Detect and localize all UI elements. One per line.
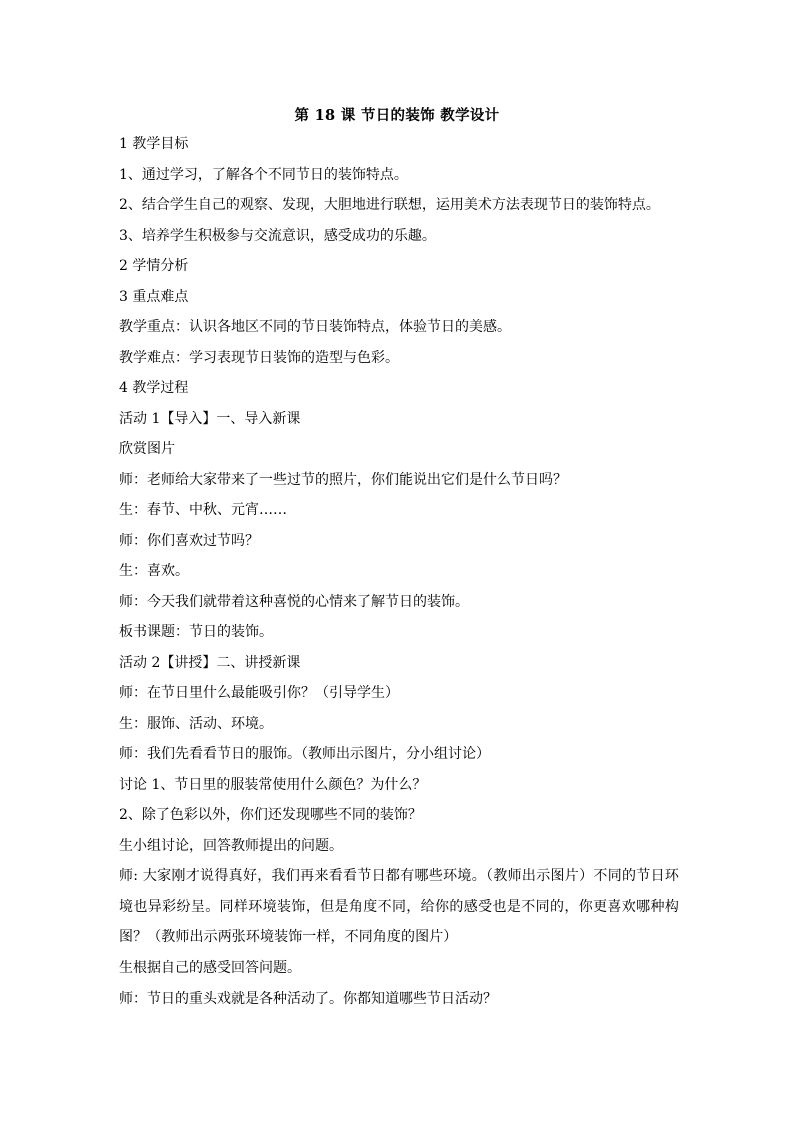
dialogue-line: 师：我们先看看节日的服饰。（教师出示图片，分小组讨论） xyxy=(119,746,490,762)
body-paragraph: 师: 大家刚才说得真好，我们再来看看节日都有哪些环境。（教师出示图片）不同的节日环境也异彩纷呈。同样环境装饰，但是角度不同，给你的感受也是不同的，你更喜欢哪种构图？（教师出示两张环境装饰一样，不同角度的图片） xyxy=(119,868,679,945)
section-heading-process: 4 教学过程 xyxy=(119,380,189,396)
dialogue-line: 生：服饰、活动、环境。 xyxy=(119,715,273,732)
body-line: 生根据自己的感受回答问题。 xyxy=(119,960,301,976)
objective-item: 2、结合学生自己的观察、发现，大胆地进行联想，运用美术方法表现节日的装饰特点。 xyxy=(119,197,660,213)
activity-heading: 活动 2【讲授】二、讲授新课 xyxy=(119,654,301,671)
discussion-line: 2、除了色彩以外，你们还发现哪些不同的装饰？ xyxy=(119,807,422,823)
section-heading-analysis: 2 学情分析 xyxy=(119,258,189,274)
dialogue-line: 师：老师给大家带来了一些过节的照片，你们能说出它们是什么节日吗？ xyxy=(119,471,567,488)
dialogue-line: 生：春节、中秋、元宵…… xyxy=(119,502,287,518)
objective-item: 1、通过学习，了解各个不同节日的装饰特点。 xyxy=(119,166,408,183)
discussion-line: 讨论 1、节日里的服装常使用什么颜色？为什么？ xyxy=(119,776,427,793)
activity-heading: 活动 1【导入】一、导入新课 xyxy=(119,410,301,427)
dialogue-line: 师：节日的重头戏就是各种活动了。你都知道哪些节日活动？ xyxy=(119,990,497,1007)
document-body xyxy=(119,134,679,1019)
body-line: 板书课题：节日的装饰。 xyxy=(119,624,273,640)
body-line: 欣赏图片 xyxy=(119,441,175,457)
body-line: 生小组讨论，回答教师提出的问题。 xyxy=(119,837,343,854)
difficulty-text: 教学难点：学习表现节日装饰的造型与色彩。 xyxy=(119,349,399,366)
dialogue-line: 师：今天我们就带着这种喜悦的心情来了解节日的装饰。 xyxy=(119,593,469,610)
objective-item: 3、培养学生积极参与交流意识，感受成功的乐趣。 xyxy=(119,227,436,244)
section-heading-objectives: 1 教学目标 xyxy=(119,136,189,152)
dialogue-line: 师：你们喜欢过节吗？ xyxy=(119,532,259,549)
dialogue-line: 生：喜欢。 xyxy=(119,563,189,579)
key-point-text: 教学重点：认识各地区不同的节日装饰特点，体验节日的美感。 xyxy=(119,319,511,335)
document-title: 第 18 课 节日的装饰 教学设计 xyxy=(294,107,500,124)
section-heading-key-points: 3 重点难点 xyxy=(119,288,189,305)
dialogue-line: 师：在节日里什么最能吸引你？（引导学生） xyxy=(119,685,399,701)
